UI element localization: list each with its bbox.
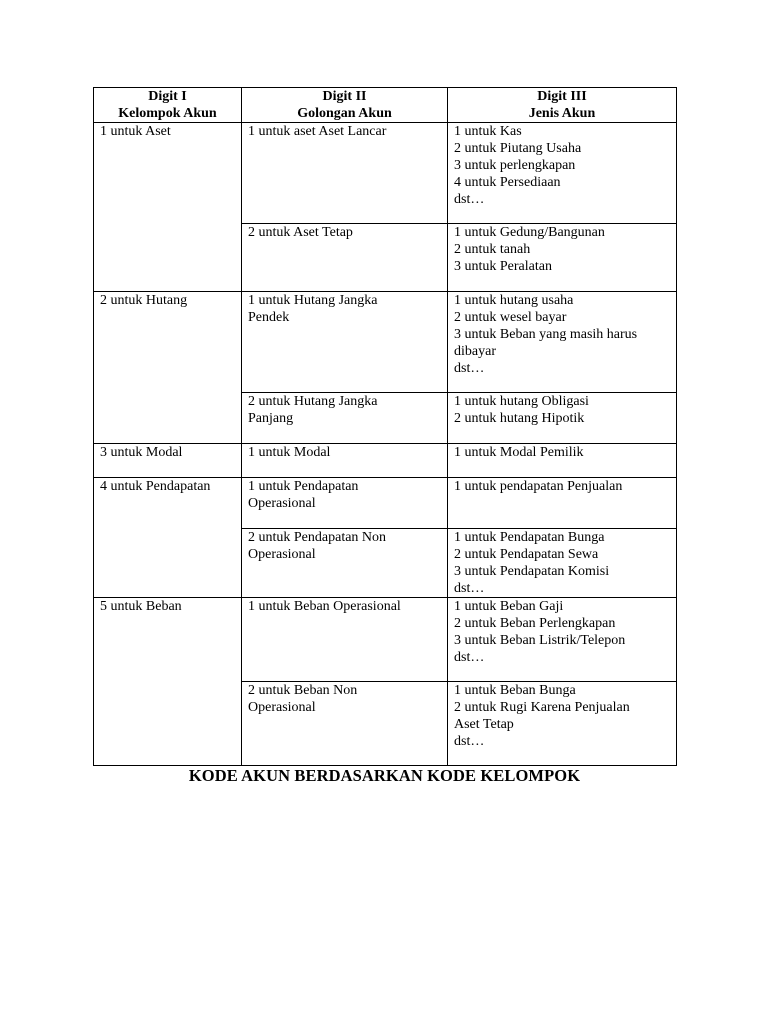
jenis-line: 1 untuk Beban Gaji [454,599,564,614]
header-column-label: Kelompok Akun [118,106,217,121]
account-code-table [93,87,677,766]
golongan-line: 1 untuk Beban Operasional [248,599,401,614]
header-digit-3 [448,88,677,123]
header-digit-1 [94,88,242,123]
header-column-label: Jenis Akun [528,106,596,121]
golongan-cell [242,478,448,529]
golongan-cell [242,224,448,292]
jenis-cell [448,529,677,598]
document-title: KODE AKUN BERDASARKAN KODE KELOMPOK [188,766,581,785]
jenis-line: dst… [454,650,485,665]
jenis-line: 2 untuk Rugi Karena Penjualan [454,700,630,715]
jenis-line: 2 untuk Piutang Usaha [454,141,582,156]
golongan-line: Panjang [248,411,294,426]
golongan-line: Operasional [248,547,316,562]
jenis-line: 1 untuk Gedung/Bangunan [454,225,605,240]
jenis-line: 4 untuk Persediaan [454,175,561,190]
jenis-line: 1 untuk hutang Obligasi [454,394,589,409]
jenis-line: dibayar [454,344,496,359]
golongan-cell [242,393,448,444]
kelompok-cell [94,292,242,393]
jenis-line: 2 untuk tanah [454,242,531,257]
jenis-cell [448,123,677,224]
header-digit-2 [242,88,448,123]
golongan-cell [242,444,448,478]
golongan-line: Operasional [248,700,316,715]
kelompok-cell [94,478,242,529]
jenis-cell [448,444,677,478]
golongan-cell [242,292,448,393]
golongan-line: 1 untuk Pendapatan [248,479,359,494]
jenis-line: 2 untuk wesel bayar [454,310,567,325]
kelompok-label: 3 untuk Modal [100,445,183,460]
jenis-line: 1 untuk hutang usaha [454,293,574,308]
kelompok-cell [94,529,242,598]
golongan-line: 2 untuk Beban Non [248,683,358,698]
golongan-cell [242,682,448,766]
kelompok-label: 4 untuk Pendapatan [100,479,211,494]
jenis-line: 1 untuk Beban Bunga [454,683,576,698]
jenis-cell [448,478,677,529]
golongan-line: 1 untuk Hutang Jangka [248,293,378,308]
jenis-cell [448,682,677,766]
header-row [94,88,677,123]
jenis-line: dst… [454,734,485,749]
header-digit-label: Digit III [537,89,587,104]
table-row [94,224,677,292]
table-row [94,478,677,529]
jenis-line: 3 untuk Beban Listrik/Telepon [454,633,626,648]
kelompok-cell [94,598,242,682]
golongan-line: 2 untuk Hutang Jangka [248,394,378,409]
golongan-line: 1 untuk Modal [248,445,331,460]
table-row [94,292,677,393]
jenis-line: dst… [454,581,485,596]
kelompok-cell [94,444,242,478]
kelompok-cell [94,682,242,766]
jenis-line: 1 untuk Kas [454,124,522,139]
golongan-line: 2 untuk Aset Tetap [248,225,353,240]
kelompok-cell [94,393,242,444]
golongan-line: Pendek [248,310,290,325]
golongan-line: 1 untuk aset Aset Lancar [248,124,387,139]
kelompok-cell [94,224,242,292]
golongan-cell [242,123,448,224]
golongan-cell [242,598,448,682]
jenis-line: 3 untuk Beban yang masih harus [454,327,638,342]
header-digit-label: Digit I [148,89,187,104]
jenis-line: Aset Tetap [454,717,514,732]
jenis-cell [448,598,677,682]
golongan-cell [242,529,448,598]
jenis-line: 3 untuk perlengkapan [454,158,576,173]
jenis-line: 2 untuk Beban Perlengkapan [454,616,616,631]
golongan-line: 2 untuk Pendapatan Non [248,530,387,545]
kelompok-label: 2 untuk Hutang [100,293,188,308]
jenis-line: 3 untuk Pendapatan Komisi [454,564,610,579]
jenis-line: 3 untuk Peralatan [454,259,552,274]
jenis-cell [448,224,677,292]
jenis-line: 1 untuk pendapatan Penjualan [454,479,623,494]
header-column-label: Golongan Akun [297,106,392,121]
jenis-line: dst… [454,361,485,376]
table-row [94,598,677,682]
header-digit-label: Digit II [322,89,367,104]
table-row [94,393,677,444]
table-row [94,682,677,766]
table-row [94,529,677,598]
jenis-cell [448,292,677,393]
jenis-line: 2 untuk Pendapatan Sewa [454,547,599,562]
kelompok-label: 1 untuk Aset [100,124,171,139]
table-row [94,444,677,478]
jenis-line: 2 untuk hutang Hipotik [454,411,585,426]
kelompok-label: 5 untuk Beban [100,599,182,614]
jenis-cell [448,393,677,444]
jenis-line: 1 untuk Modal Pemilik [454,445,584,460]
table-row [94,123,677,224]
jenis-line: dst… [454,192,485,207]
golongan-line: Operasional [248,496,316,511]
kelompok-cell [94,123,242,224]
jenis-line: 1 untuk Pendapatan Bunga [454,530,605,545]
